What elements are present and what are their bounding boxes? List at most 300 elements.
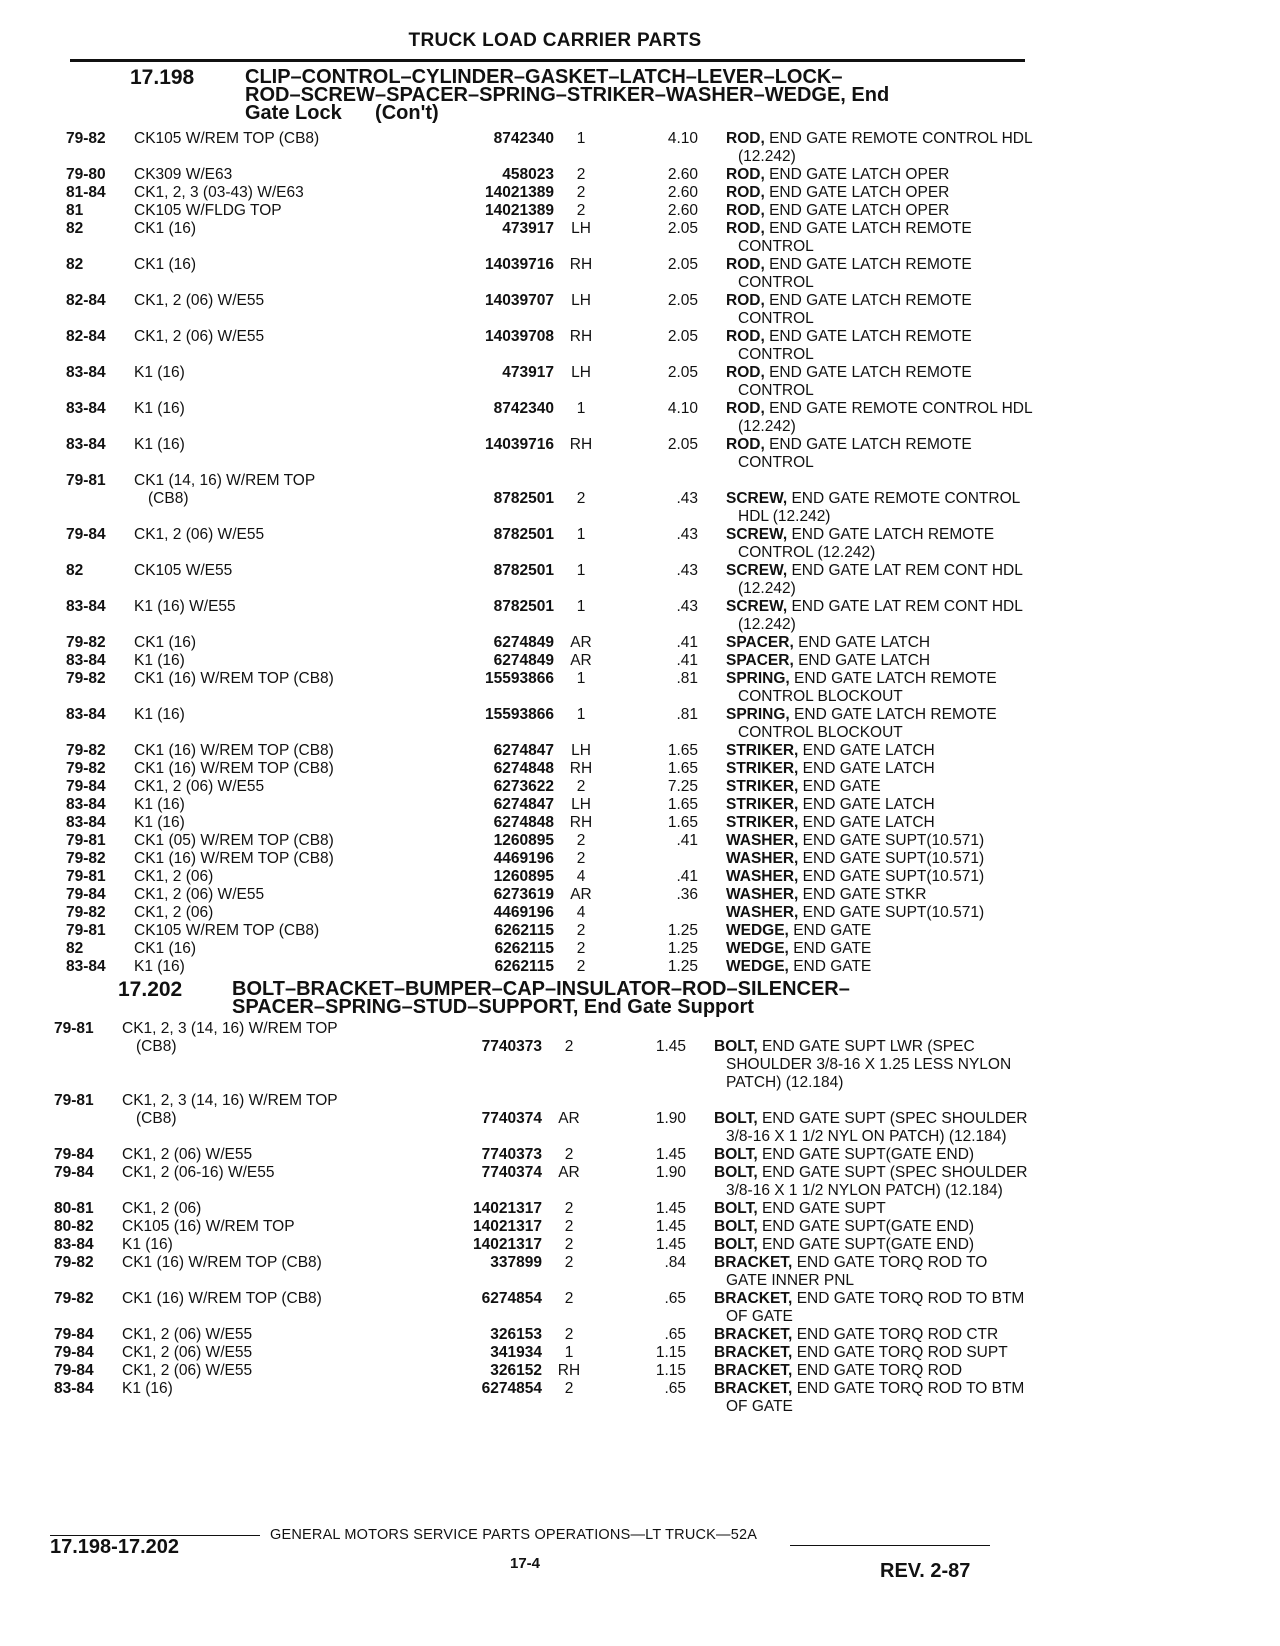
description-text: END GATE SUPT(GATE END) <box>761 1218 975 1235</box>
model-years: 79-82 <box>66 904 106 921</box>
description-line <box>726 580 1106 598</box>
parts-table-17-198 <box>66 130 1280 976</box>
price: 1.45 <box>655 1038 686 1055</box>
application-text: CK1, 2 (06) W/E55 <box>122 1146 253 1163</box>
part-number: 458023 <box>502 166 554 183</box>
description-line <box>714 1326 1094 1344</box>
price: .41 <box>676 634 698 651</box>
model-years: 81-84 <box>66 184 106 201</box>
description-line <box>726 742 1106 760</box>
table-row <box>66 526 1280 562</box>
application-text: (CB8) <box>148 490 189 507</box>
description-text: CONTROL <box>738 454 814 471</box>
part-number: 473917 <box>502 220 554 237</box>
price: 1.90 <box>655 1110 686 1127</box>
table-row <box>66 184 1280 202</box>
application <box>134 526 464 544</box>
application-text: CK1, 2 (06) W/E55 <box>134 292 265 309</box>
application-text: CK1, 2 (06) W/E55 <box>122 1344 253 1361</box>
price: 1.45 <box>655 1236 686 1253</box>
description-text: END GATE REMOTE CONTROL <box>791 490 1021 507</box>
price: .36 <box>676 886 698 903</box>
description-text: GATE INNER PNL <box>726 1272 855 1289</box>
price: .41 <box>676 652 698 669</box>
quantity: 1 <box>564 1344 574 1361</box>
description-line <box>726 598 1106 616</box>
description-text: END GATE SUPT (SPEC SHOULDER <box>761 1110 1028 1127</box>
description-line <box>726 436 1106 454</box>
description-text: END GATE <box>793 940 872 957</box>
price: 2.05 <box>667 436 698 453</box>
table-row <box>66 130 1280 166</box>
part-number: 4469196 <box>493 904 554 921</box>
description-line <box>726 958 1106 976</box>
application-text: CK105 W/REM TOP (CB8) <box>134 922 320 939</box>
quantity: AR <box>570 634 592 651</box>
application <box>134 742 464 760</box>
description-line <box>714 1146 1094 1164</box>
description-text: END GATE SUPT(10.571) <box>802 832 985 849</box>
part-name: BOLT, <box>714 1038 758 1055</box>
application-text: K1 (16) <box>122 1380 173 1397</box>
description-text: CONTROL <box>738 274 814 291</box>
description-line <box>726 652 1106 670</box>
description-line <box>726 904 1106 922</box>
application-text: CK1 (16) W/REM TOP (CB8) <box>122 1290 322 1307</box>
price: .43 <box>676 526 698 543</box>
part-name: ROD, <box>726 400 765 417</box>
description-line <box>714 1182 1094 1200</box>
part-name: ROD, <box>726 436 765 453</box>
application-text: CK105 W/E55 <box>134 562 233 579</box>
description-line <box>726 454 1106 472</box>
application-text: CK1 (16) W/REM TOP (CB8) <box>134 670 334 687</box>
description <box>726 400 1106 436</box>
application <box>122 1092 452 1128</box>
description-text: 3/8-16 X 1 1/2 NYLON PATCH) (12.184) <box>726 1182 1003 1199</box>
description-text: END GATE LATCH <box>798 652 931 669</box>
quantity: 2 <box>564 1200 574 1217</box>
application <box>122 1254 452 1272</box>
description-text: END GATE <box>802 778 881 795</box>
description-text: END GATE TORQ ROD TO BTM <box>796 1380 1025 1397</box>
table-row <box>66 904 1280 922</box>
description <box>726 760 1106 778</box>
table-row <box>66 598 1280 634</box>
header-rule <box>70 59 1025 62</box>
price: .65 <box>664 1326 686 1343</box>
description-line <box>714 1362 1094 1380</box>
model-years: 82 <box>66 256 84 273</box>
description <box>714 1146 1094 1164</box>
table-row <box>54 1020 1280 1092</box>
application-text: K1 (16) <box>134 814 185 831</box>
section-title-line: CLIP–CONTROL–CYLINDER–GASKET–LATCH–LEVER–LOCK– <box>245 66 843 88</box>
model-years: 79-82 <box>66 130 106 147</box>
application-text: CK1, 2 (06) W/E55 <box>122 1326 253 1343</box>
description-text: END GATE STKR <box>802 886 927 903</box>
quantity: LH <box>571 742 591 759</box>
description-line <box>726 364 1106 382</box>
description-line <box>726 940 1106 958</box>
quantity: 1 <box>576 670 586 687</box>
application <box>134 184 464 202</box>
description-text: OF GATE <box>726 1398 793 1415</box>
table-row <box>66 670 1280 706</box>
description-line <box>726 616 1106 634</box>
quantity: 1 <box>576 130 586 147</box>
description-line <box>714 1344 1094 1362</box>
quantity: AR <box>558 1110 580 1127</box>
model-years: 80-81 <box>54 1200 94 1217</box>
table-row <box>66 292 1280 328</box>
part-number: 14021317 <box>473 1236 542 1253</box>
description-line <box>726 724 1106 742</box>
description-text: END GATE SUPT (SPEC SHOULDER <box>761 1164 1028 1181</box>
description-text: END GATE LATCH <box>802 814 935 831</box>
part-number: 8782501 <box>493 526 554 543</box>
table-row <box>66 328 1280 364</box>
description-line <box>726 868 1106 886</box>
description <box>726 256 1106 292</box>
part-name: BOLT, <box>714 1146 758 1163</box>
model-years: 79-84 <box>66 886 106 903</box>
description-text: CONTROL <box>738 346 814 363</box>
quantity: AR <box>558 1164 580 1181</box>
part-name: WASHER, <box>726 832 799 849</box>
revision-label: REV. 2-87 <box>880 1560 971 1582</box>
application <box>122 1164 452 1182</box>
part-number: 4469196 <box>493 850 554 867</box>
footer-publisher: GENERAL MOTORS SERVICE PARTS OPERATIONS—LT TRUCK—52A <box>270 1527 758 1543</box>
description-line <box>726 508 1106 526</box>
part-number: 8742340 <box>493 400 554 417</box>
part-number: 326153 <box>490 1326 542 1343</box>
description-text: END GATE SUPT(GATE END) <box>761 1236 975 1253</box>
part-name: ROD, <box>726 292 765 309</box>
description <box>726 796 1106 814</box>
model-years: 79-81 <box>66 922 106 939</box>
part-number: 341934 <box>490 1344 542 1361</box>
description-line <box>726 400 1106 418</box>
description-text: END GATE TORQ ROD TO BTM <box>796 1290 1025 1307</box>
description-text: PATCH) (12.184) <box>726 1074 844 1091</box>
price: 2.05 <box>667 256 698 273</box>
part-name: ROD, <box>726 202 765 219</box>
price: 2.05 <box>667 364 698 381</box>
part-name: ROD, <box>726 328 765 345</box>
part-name: STRIKER, <box>726 814 799 831</box>
application-text: CK1 (16) <box>134 634 197 651</box>
quantity: 4 <box>576 904 586 921</box>
price: .81 <box>676 670 698 687</box>
part-name: SPRING, <box>726 706 790 723</box>
part-number: 6262115 <box>494 940 554 957</box>
description-line <box>726 544 1106 562</box>
quantity: 1 <box>576 598 586 615</box>
table-row <box>66 706 1280 742</box>
application-text: CK1, 2, 3 (14, 16) W/REM TOP <box>122 1020 338 1037</box>
description-line <box>714 1056 1094 1074</box>
description-text: END GATE TORQ ROD SUPT <box>796 1344 1008 1361</box>
part-number: 7740373 <box>481 1146 542 1163</box>
part-name: SCREW, <box>726 526 788 543</box>
part-number: 14039708 <box>485 328 554 345</box>
quantity: 2 <box>564 1146 574 1163</box>
model-years: 83-84 <box>66 814 106 831</box>
parts-table-17-202 <box>54 1020 1280 1416</box>
part-number: 6274854 <box>481 1290 542 1307</box>
description-text: (12.242) <box>738 616 796 633</box>
description <box>726 490 1106 526</box>
part-number: 6274849 <box>493 634 554 651</box>
model-years: 83-84 <box>54 1380 94 1397</box>
table-row <box>66 868 1280 886</box>
model-years: 79-84 <box>54 1344 94 1361</box>
application <box>134 166 464 184</box>
quantity: 2 <box>576 166 586 183</box>
description-line <box>726 292 1106 310</box>
model-years: 82 <box>66 940 84 957</box>
description-text: END GATE REMOTE CONTROL HDL <box>769 130 1033 147</box>
description <box>726 850 1106 868</box>
description-line <box>714 1110 1094 1128</box>
application-text: K1 (16) <box>134 436 185 453</box>
part-name: BRACKET, <box>714 1362 793 1379</box>
price: 2.05 <box>667 292 698 309</box>
part-name: SPRING, <box>726 670 790 687</box>
model-years: 79-84 <box>54 1362 94 1379</box>
application-text: K1 (16) <box>134 706 185 723</box>
description-line <box>714 1236 1094 1254</box>
part-name: BOLT, <box>714 1200 758 1217</box>
application-text: CK1 (16) W/REM TOP (CB8) <box>122 1254 322 1271</box>
table-row <box>66 652 1280 670</box>
price: 1.15 <box>655 1362 686 1379</box>
description-line <box>726 634 1106 652</box>
description-text: END GATE LATCH REMOTE <box>769 292 972 309</box>
description-text: CONTROL <box>738 382 814 399</box>
part-number: 7740374 <box>481 1164 542 1181</box>
description-line <box>714 1272 1094 1290</box>
table-row <box>66 814 1280 832</box>
model-years: 83-84 <box>66 796 106 813</box>
model-years: 82 <box>66 220 84 237</box>
part-name: SPACER, <box>726 634 794 651</box>
description <box>726 184 1106 202</box>
quantity: 1 <box>576 562 586 579</box>
model-years: 79-84 <box>66 778 106 795</box>
price: 1.25 <box>667 958 698 975</box>
application <box>134 364 464 382</box>
quantity: 2 <box>564 1236 574 1253</box>
description <box>726 670 1106 706</box>
application-text: (CB8) <box>136 1110 177 1127</box>
description-line <box>726 796 1106 814</box>
quantity: AR <box>570 886 592 903</box>
model-years: 83-84 <box>66 958 106 975</box>
part-name: SCREW, <box>726 490 788 507</box>
application <box>122 1218 452 1236</box>
application <box>134 670 464 688</box>
description <box>726 436 1106 472</box>
description <box>726 832 1106 850</box>
part-name: BRACKET, <box>714 1326 793 1343</box>
quantity: 2 <box>576 184 586 201</box>
table-row <box>66 400 1280 436</box>
description <box>714 1344 1094 1362</box>
table-row <box>66 886 1280 904</box>
quantity: RH <box>569 256 593 273</box>
model-years: 81 <box>66 202 84 219</box>
application-text: CK1, 2, 3 (03-43) W/E63 <box>134 184 304 201</box>
quantity: RH <box>569 760 593 777</box>
model-years: 79-84 <box>54 1326 94 1343</box>
application-text: K1 (16) <box>134 796 185 813</box>
application <box>134 922 464 940</box>
part-name: BOLT, <box>714 1218 758 1235</box>
part-name: WASHER, <box>726 868 799 885</box>
application <box>134 652 464 670</box>
model-years: 79-80 <box>66 166 106 183</box>
part-name: BRACKET, <box>714 1344 793 1361</box>
table-row <box>66 256 1280 292</box>
part-name: WEDGE, <box>726 922 789 939</box>
table-row <box>54 1344 1280 1362</box>
application <box>134 796 464 814</box>
description-text: END GATE TORQ ROD TO <box>796 1254 988 1271</box>
model-years: 79-82 <box>66 670 106 687</box>
description-line <box>714 1218 1094 1236</box>
part-name: SCREW, <box>726 562 788 579</box>
description-text: END GATE SUPT <box>761 1200 886 1217</box>
description-text: END GATE LATCH REMOTE <box>769 364 972 381</box>
description <box>714 1254 1094 1290</box>
part-name: STRIKER, <box>726 778 799 795</box>
part-number: 6262115 <box>494 922 554 939</box>
application-text: CK1, 2 (06-16) W/E55 <box>122 1164 275 1181</box>
application <box>134 886 464 904</box>
application-text: K1 (16) W/E55 <box>134 598 236 615</box>
price: 1.65 <box>667 760 698 777</box>
model-years: 79-82 <box>66 850 106 867</box>
model-years: 83-84 <box>66 652 106 669</box>
description-text: END GATE SUPT(10.571) <box>802 850 985 867</box>
description-line <box>726 346 1106 364</box>
part-name: BOLT, <box>714 1110 758 1127</box>
part-number: 8782501 <box>493 490 554 507</box>
model-years: 80-82 <box>54 1218 94 1235</box>
description-text: END GATE <box>793 922 872 939</box>
section-title <box>245 68 889 122</box>
description <box>714 1362 1094 1380</box>
part-name: ROD, <box>726 130 765 147</box>
page-number: 17-4 <box>510 1555 541 1572</box>
description-line <box>726 418 1106 436</box>
application-text: CK105 W/REM TOP (CB8) <box>134 130 320 147</box>
description-text: END GATE <box>793 958 872 975</box>
quantity: 2 <box>564 1380 574 1397</box>
application-text: CK1, 2 (06) <box>134 868 214 885</box>
part-name: BOLT, <box>714 1164 758 1181</box>
application-text: CK1, 2, 3 (14, 16) W/REM TOP <box>122 1092 338 1109</box>
application <box>134 328 464 346</box>
table-row <box>54 1380 1280 1416</box>
quantity: RH <box>569 328 593 345</box>
description <box>726 904 1106 922</box>
description <box>726 886 1106 904</box>
model-years: 83-84 <box>66 706 106 723</box>
price: 1.45 <box>655 1146 686 1163</box>
description-text: HDL (12.242) <box>738 508 831 525</box>
price: .65 <box>664 1380 686 1397</box>
model-years: 83-84 <box>54 1236 94 1253</box>
table-row <box>66 742 1280 760</box>
description-line <box>726 274 1106 292</box>
footer-section-range: 17.198-17.202 <box>50 1536 180 1558</box>
table-row <box>66 832 1280 850</box>
part-number: 7740373 <box>481 1038 542 1055</box>
description-text: (12.242) <box>738 580 796 597</box>
table-row <box>66 202 1280 220</box>
model-years: 79-81 <box>54 1020 94 1037</box>
description-line <box>726 760 1106 778</box>
model-years: 79-82 <box>66 634 106 651</box>
application-text: K1 (16) <box>134 652 185 669</box>
application <box>134 832 464 850</box>
description-text: CONTROL BLOCKOUT <box>738 688 903 705</box>
part-number: 6274848 <box>493 814 554 831</box>
price: 1.90 <box>655 1164 686 1181</box>
quantity: 2 <box>576 922 586 939</box>
part-name: BOLT, <box>714 1236 758 1253</box>
application <box>134 706 464 724</box>
part-number: 6274849 <box>493 652 554 669</box>
part-name: BRACKET, <box>714 1290 793 1307</box>
description <box>726 328 1106 364</box>
description <box>714 1218 1094 1236</box>
description-line <box>726 202 1106 220</box>
model-years: 79-81 <box>54 1092 94 1109</box>
application <box>134 850 464 868</box>
description-line <box>726 562 1106 580</box>
table-row <box>54 1218 1280 1236</box>
application <box>134 292 464 310</box>
table-row <box>54 1092 1280 1146</box>
application <box>134 778 464 796</box>
quantity: 1 <box>576 706 586 723</box>
description <box>726 922 1106 940</box>
quantity: RH <box>557 1362 581 1379</box>
price: 7.25 <box>667 778 698 795</box>
model-years: 79-84 <box>54 1164 94 1181</box>
part-number: 1260895 <box>493 868 554 885</box>
application-text: CK1, 2 (06) W/E55 <box>134 526 265 543</box>
application-text: CK1 (16) <box>134 940 197 957</box>
model-years: 79-84 <box>66 526 106 543</box>
description-line <box>726 850 1106 868</box>
description <box>714 1326 1094 1344</box>
part-name: ROD, <box>726 220 765 237</box>
part-number: 8782501 <box>493 562 554 579</box>
part-name: STRIKER, <box>726 760 799 777</box>
quantity: 2 <box>576 940 586 957</box>
application-text: (CB8) <box>136 1038 177 1055</box>
description <box>726 742 1106 760</box>
description-line <box>714 1038 1094 1056</box>
section-title-line: Gate Lock (Con't) <box>245 102 439 124</box>
application-text: CK1 (16) <box>134 220 197 237</box>
